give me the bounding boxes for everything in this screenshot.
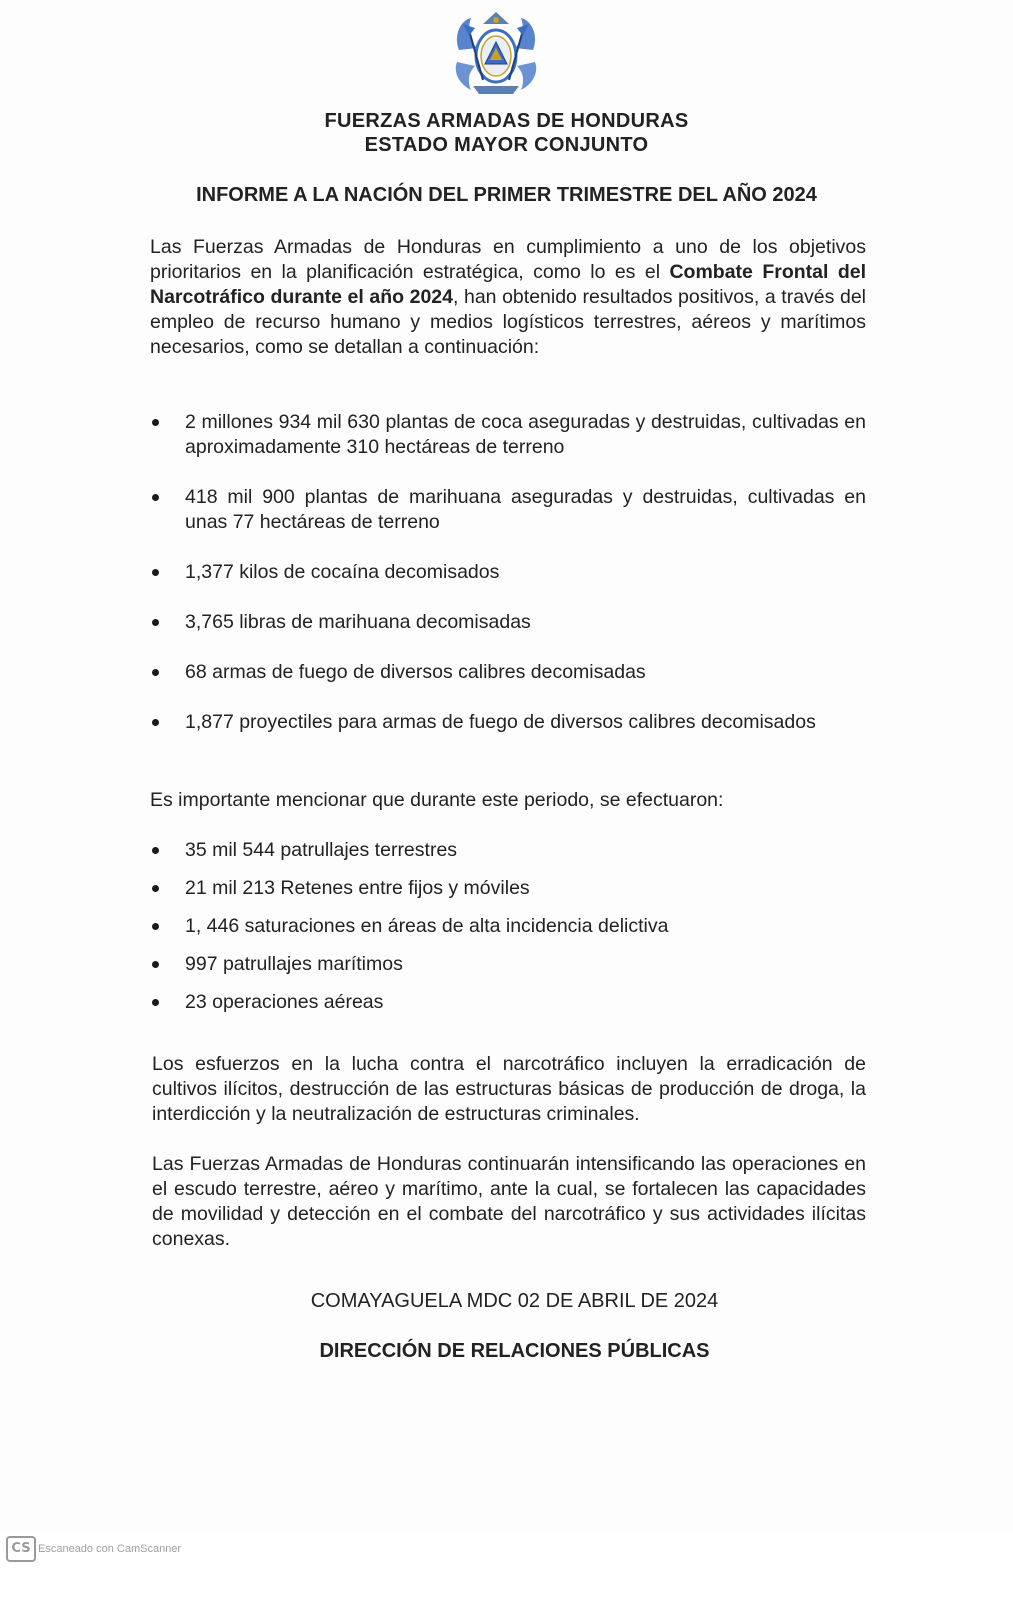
bullet-icon [152,419,159,426]
closing-paragraph: Las Fuerzas Armadas de Honduras continuarán intensificando las operaciones en el escudo terrestre, aéreo y marítimo, ante la cual, se fortalecen las capacidades de movilidad y detección en el combate del narcotráfico y sus actividades ilícitas conexas. [152,1153,866,1250]
results-list [150,410,866,760]
list-item [150,914,866,939]
operation-text: 997 patrullajes marítimos [185,953,403,975]
result-text: 3,765 libras de marihuana decomisadas [185,611,531,633]
list-item [150,952,866,977]
header-organization: FUERZAS ARMADAS DE HONDURAS [324,110,689,132]
intro-paragraph [150,235,866,360]
header-department: ESTADO MAYOR CONJUNTO [364,134,649,156]
scanner-caption: Escaneado con CamScanner [38,1543,182,1555]
bullet-icon [152,669,159,676]
intro-text-part2: , han obtenido resultados positivos, a través del empleo de recurso humano y medios logísticos terrestres, aéreos y marítimos necesarios, como se detallan a continuación: [150,286,866,358]
intro-bold-text: Combate Frontal del Narcotráfico durante el año 2024 [150,261,866,308]
bullet-icon [152,494,159,501]
list-item [150,660,866,685]
intro-text-part1: Las Fuerzas Armadas de Honduras en cumplimiento a uno de los objetivos prioritarios en la planificación estratégica, como lo es el [150,236,866,283]
report-title: INFORME A LA NACIÓN DEL PRIMER TRIMESTRE DEL AÑO 2024 [196,184,817,206]
result-text: 1,377 kilos de cocaína decomisados [185,561,500,583]
operations-intro: Es importante mencionar que durante este periodo, se efectuaron: [150,789,724,811]
operation-text: 21 mil 213 Retenes entre fijos y móviles [185,877,530,899]
bullet-icon [152,847,159,854]
place-date: COMAYAGUELA MDC 02 DE ABRIL DE 2024 [310,1290,719,1312]
efforts-paragraph: Los esfuerzos en la lucha contra el narcotráfico incluyen la erradicación de cultivos ilícitos, destrucción de las estructuras básicas de producción de droga, la interdicción y la neutralización de estructuras criminales. [152,1053,866,1125]
bullet-icon [152,923,159,930]
armed-forces-emblem-icon [449,10,543,100]
list-item [150,990,866,1015]
list-item [150,485,866,535]
list-item [150,410,866,460]
operation-text: 35 mil 544 patrullajes terrestres [185,839,458,861]
bullet-icon [152,885,159,892]
result-text: 2 millones 934 mil 630 plantas de coca aseguradas y destruidas, cultivadas en aproximadamente 310 hectáreas de terreno [185,411,866,458]
result-text: 418 mil 900 plantas de marihuana aseguradas y destruidas, cultivadas en unas 77 hectáreas de terreno [185,486,866,533]
list-item [150,560,866,585]
bullet-icon [152,999,159,1006]
operation-text: 1, 446 saturaciones en áreas de alta incidencia delictiva [185,915,669,937]
bullet-icon [152,569,159,576]
bullet-icon [152,719,159,726]
list-item [150,838,866,863]
bullet-icon [152,619,159,626]
bullet-icon [152,961,159,968]
camscanner-logo-icon: CS [6,1536,36,1562]
scanner-footer [0,1530,1013,1600]
operation-text: 23 operaciones aéreas [185,991,384,1013]
operations-list [150,838,866,1028]
list-item [150,876,866,901]
list-item [150,610,866,635]
signature-office: DIRECCIÓN DE RELACIONES PÚBLICAS [319,1340,710,1362]
list-item [150,710,866,735]
result-text: 68 armas de fuego de diversos calibres decomisadas [185,661,646,683]
result-text: 1,877 proyectiles para armas de fuego de diversos calibres decomisados [185,711,816,733]
